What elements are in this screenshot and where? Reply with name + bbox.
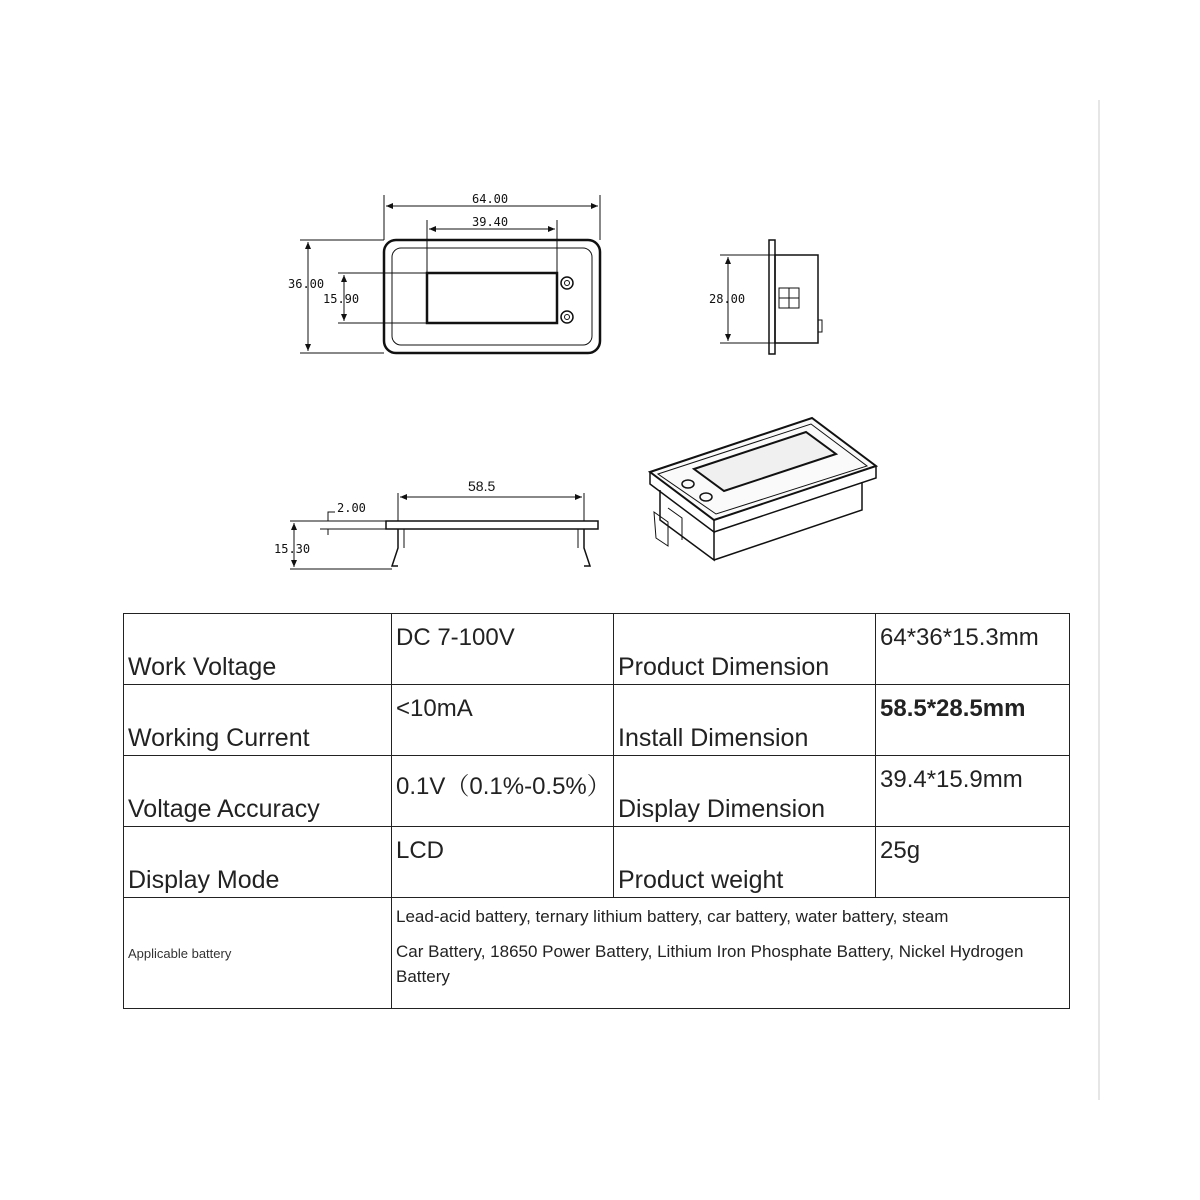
spec-value: LCD — [392, 827, 614, 898]
spec-value: 39.4*15.9mm — [876, 756, 1070, 827]
spec-value: <10mA — [392, 685, 614, 756]
spec-value: 0.1V（0.1%-0.5%） — [392, 756, 614, 827]
perspective-view-drawing — [650, 418, 876, 560]
spec-label: Install Dimension — [614, 685, 876, 756]
spec-label: Voltage Accuracy — [124, 756, 392, 827]
front-display-height-label: 15.90 — [323, 292, 360, 306]
spec-value: DC 7-100V — [392, 614, 614, 685]
front-width-label: 64.00 — [472, 192, 509, 206]
front-display-width-label: 39.40 — [472, 215, 509, 229]
spec-label: Product weight — [614, 827, 876, 898]
battery-list — [392, 898, 1070, 1009]
front-view-drawing — [300, 195, 600, 353]
spec-label: Working Current — [124, 685, 392, 756]
spec-label: Work Voltage — [124, 614, 392, 685]
side-height-label: 28.00 — [709, 292, 746, 306]
bottom-cutout-width-label: 58.5 — [468, 478, 496, 494]
spec-table — [123, 613, 1070, 1009]
spec-label: Display Dimension — [614, 756, 876, 827]
spec-value: 64*36*15.3mm — [876, 614, 1070, 685]
spec-row-working-current — [124, 685, 1070, 756]
spec-row-voltage-accuracy — [124, 756, 1070, 827]
battery-list-line: Car Battery, 18650 Power Battery, Lithium Iron Phosphate Battery, Nickel Hydrogen Battery — [396, 942, 1024, 986]
battery-list-line: Lead-acid battery, ternary lithium battery, car battery, water battery, steam — [396, 907, 949, 926]
bottom-depth-label: 15.30 — [274, 542, 311, 556]
spec-value: 25g — [876, 827, 1070, 898]
battery-label: Applicable battery — [124, 898, 392, 1009]
bottom-panel-thickness-label: 2.00 — [337, 501, 366, 515]
spec-row-display-mode — [124, 827, 1070, 898]
spec-label: Product Dimension — [614, 614, 876, 685]
spec-value: 58.5*28.5mm — [876, 685, 1070, 756]
spec-row-work-voltage — [124, 614, 1070, 685]
spec-row-applicable-battery — [124, 898, 1070, 1009]
spec-label: Display Mode — [124, 827, 392, 898]
front-height-label: 36.00 — [288, 277, 325, 291]
